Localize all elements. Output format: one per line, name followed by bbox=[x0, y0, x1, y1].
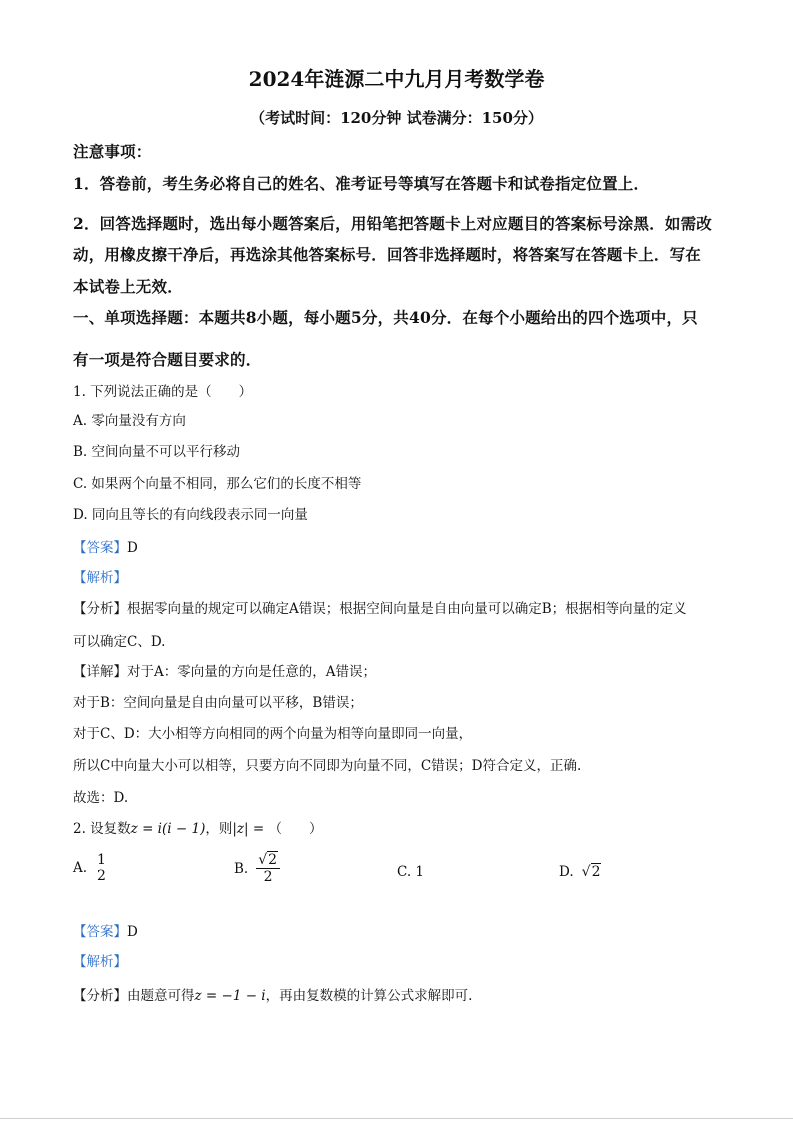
q2-option-b-fraction bbox=[256, 852, 280, 885]
q1-stem: 1. 下列说法正确的是（ ） bbox=[73, 384, 253, 400]
q2-option-c: C. 1 bbox=[397, 864, 425, 880]
q1-option-c: C. 如果两个向量不相同，那么它们的长度不相等 bbox=[73, 476, 362, 492]
q1-option-b: B. 空间向量不可以平行移动 bbox=[73, 444, 241, 460]
q1-line-b: 对于B：空间向量是自由向量可以平移，B错误； bbox=[73, 695, 363, 711]
q1-answer-tag: 【答案】 bbox=[73, 540, 127, 556]
notice-item-1: 1．答卷前，考生务必将自己的姓名、准考证号等填写在答题卡和试卷指定位置上． bbox=[73, 174, 650, 193]
q2-stem-prefix: 2. 设复数 bbox=[73, 821, 131, 837]
q1-fenxi-tag: 【分析】 bbox=[73, 601, 127, 617]
q2-answer-row bbox=[73, 920, 138, 940]
q1-fenxi-line-2: 可以确定C、D. bbox=[73, 634, 166, 650]
q2-option-b bbox=[234, 852, 280, 885]
q1-fenxi-text-1: 根据零向量的规定可以确定A错误；根据空间向量是自由向量可以确定B；根据相等向量的定义 bbox=[127, 601, 687, 617]
page-bottom-border bbox=[0, 1118, 793, 1119]
q2-fenxi-expression: z = −1 − i bbox=[194, 988, 266, 1004]
page-title: 2024年涟源二中九月月考数学卷 bbox=[248, 67, 545, 91]
q2-stem-middle: ，则 bbox=[205, 821, 233, 837]
q2-stem bbox=[73, 817, 322, 837]
q1-line-cd: 对于C、D：大小相等方向相同的两个向量为相等向量即同一向量， bbox=[73, 726, 473, 742]
q2-option-d-label: D. bbox=[559, 864, 574, 880]
q2-stem-expression: z = i(i − 1) bbox=[130, 821, 206, 837]
notice-heading: 注意事项： bbox=[73, 142, 152, 161]
q2-answer-value: D bbox=[127, 924, 138, 940]
q2-option-a-label: A. bbox=[73, 860, 88, 877]
q1-line-choose: 故选：D. bbox=[73, 790, 129, 806]
q2-stem-suffix: = （ ） bbox=[248, 821, 323, 837]
section-heading-line-1: 一、单项选择题：本题共8小题，每小题5分，共40分．在每个小题给出的四个选项中，只 bbox=[73, 308, 698, 327]
q1-line-so: 所以C中向量大小可以相等，只要方向不同即为向量不同，C错误；D符合定义，正确. bbox=[73, 758, 582, 774]
q2-option-d-radicand: 2 bbox=[591, 864, 601, 880]
q2-option-b-sqrt: √2 bbox=[258, 852, 278, 868]
q2-option-a bbox=[73, 852, 108, 884]
q2-analysis-tag: 【解析】 bbox=[73, 954, 127, 970]
q2-answer-tag: 【答案】 bbox=[73, 924, 127, 940]
q2-stem-abs: |z| bbox=[232, 821, 249, 837]
q2-fenxi-suffix: ，再由复数模的计算公式求解即可. bbox=[265, 988, 473, 1004]
q1-fenxi-line-1 bbox=[73, 597, 687, 617]
q2-option-a-fraction bbox=[95, 852, 108, 884]
q1-answer-value: D bbox=[127, 540, 138, 556]
notice-item-2-line-3: 本试卷上无效． bbox=[73, 277, 183, 296]
q2-fenxi-line bbox=[73, 984, 472, 1004]
q2-fenxi-prefix: 由题意可得 bbox=[127, 988, 195, 1004]
q2-fenxi-tag: 【分析】 bbox=[73, 988, 127, 1004]
q1-option-a: A. 零向量没有方向 bbox=[73, 413, 186, 429]
exam-subtitle: （考试时间：120分钟 试卷满分：150分） bbox=[250, 109, 543, 127]
q2-option-b-radicand: 2 bbox=[268, 852, 278, 868]
q1-analysis-tag: 【解析】 bbox=[73, 570, 127, 586]
q1-xiangjie-tag: 【详解】 bbox=[73, 664, 127, 680]
q1-option-d: D. 同向且等长的有向线段表示同一向量 bbox=[73, 507, 308, 523]
q2-option-d-sqrt: √2 bbox=[581, 864, 601, 880]
q2-option-a-numerator: 1 bbox=[97, 852, 106, 868]
q2-option-b-label: B. bbox=[234, 860, 249, 877]
q1-xiangjie-line-1 bbox=[73, 660, 376, 680]
q2-option-a-denominator: 2 bbox=[97, 868, 106, 885]
q1-xiangjie-text-1: 对于A：零向量的方向是任意的，A错误； bbox=[127, 664, 376, 680]
notice-item-2-line-1: 2．回答选择题时，选出每小题答案后，用铅笔把答题卡上对应题目的答案标号涂黑．如需改 bbox=[73, 214, 712, 233]
section-heading-line-2: 有一项是符合题目要求的． bbox=[73, 350, 262, 369]
q2-option-d bbox=[559, 864, 601, 880]
q1-answer-row bbox=[73, 536, 138, 556]
notice-item-2-line-2: 动，用橡皮擦干净后，再选涂其他答案标号．回答非选择题时，将答案写在答题卡上．写在 bbox=[73, 245, 702, 264]
q2-option-b-denominator: 2 bbox=[263, 869, 273, 886]
q2-option-b-numerator bbox=[256, 852, 280, 869]
